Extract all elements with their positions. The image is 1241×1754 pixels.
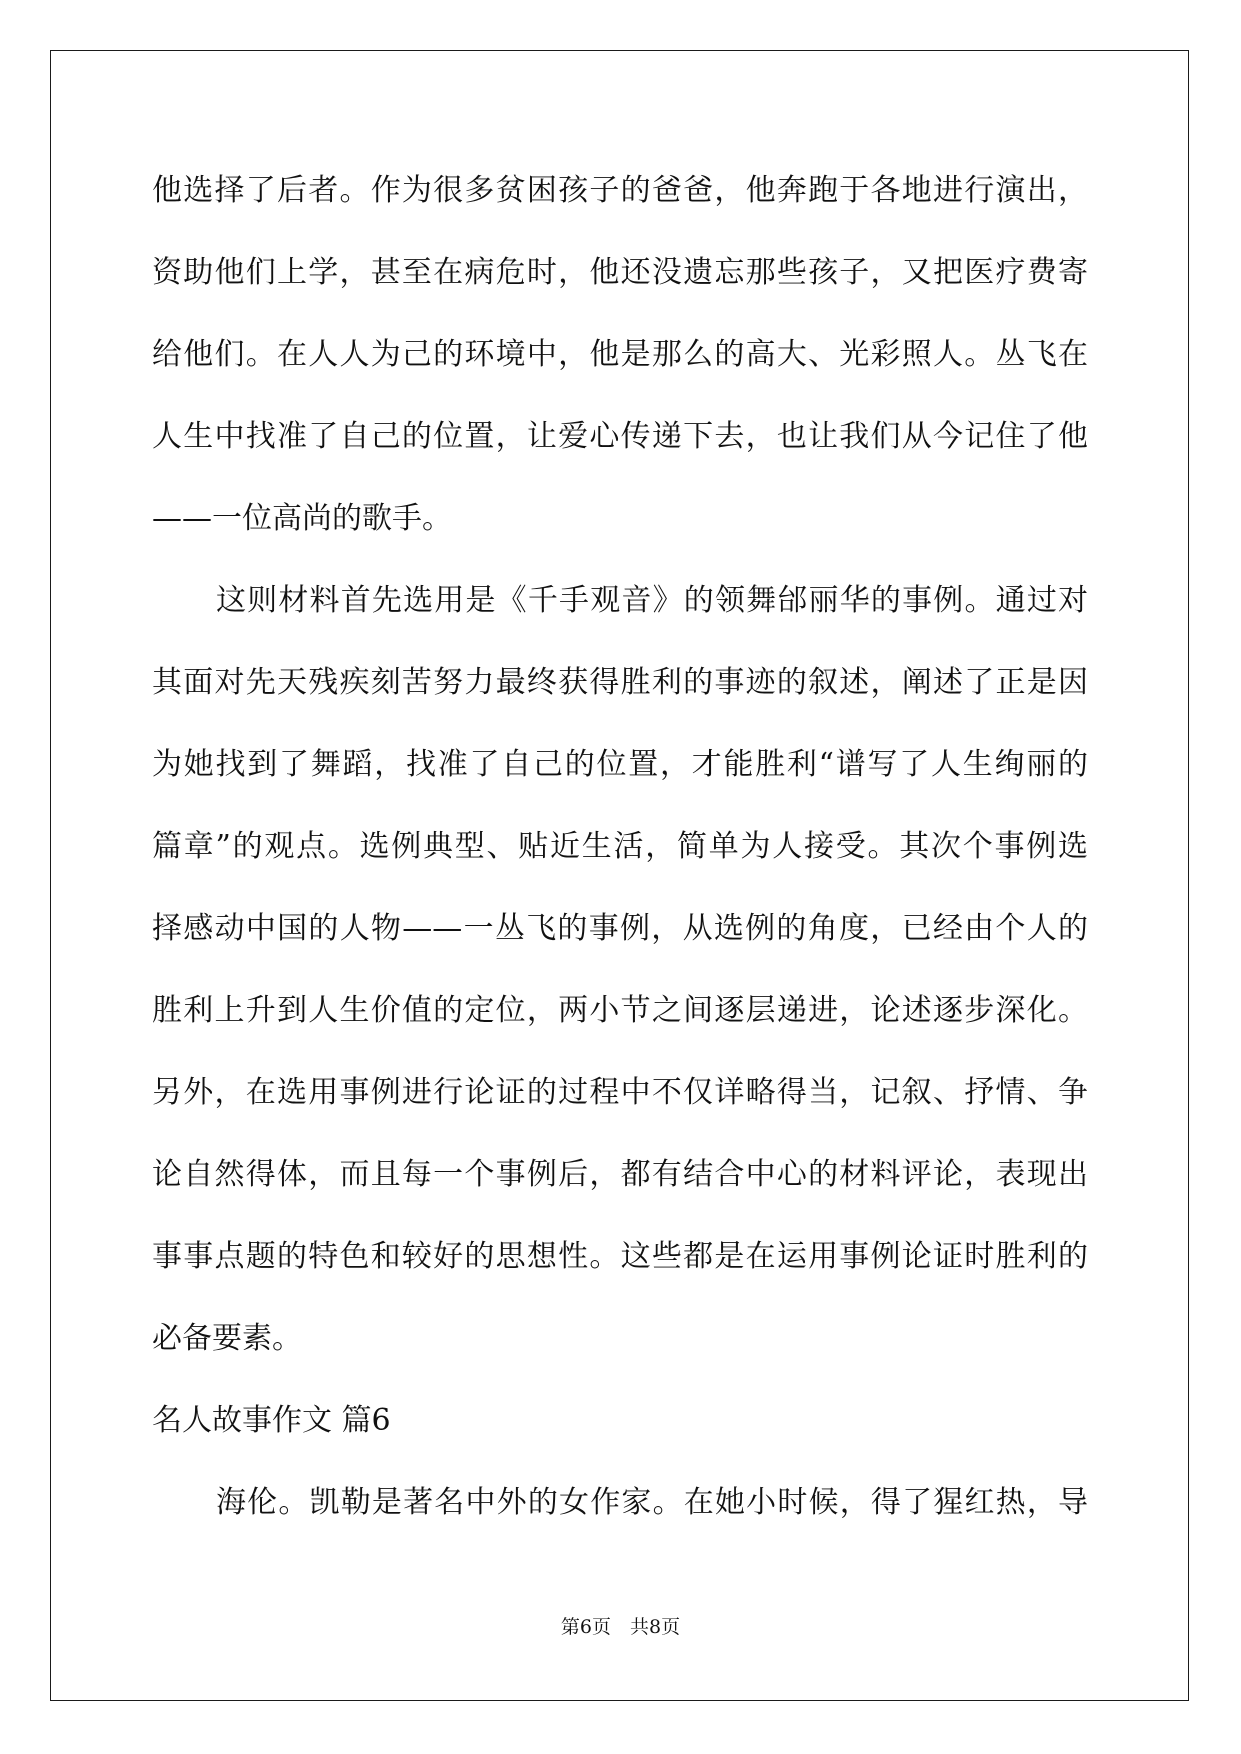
paragraph-1 — [152, 150, 1088, 560]
text-line: 资助他们上学，甚至在病危时，他还没遗忘那些孩子，又把医疗费寄 — [152, 255, 1088, 290]
text-line: 论自然得体，而且每一个事例后，都有结合中心的材料评论，表现出 — [152, 1157, 1088, 1192]
page-footer: 第6页 共8页 — [560, 1616, 681, 1638]
paragraph-2 — [152, 560, 1088, 1380]
text-line: 必备要素。 — [152, 1321, 302, 1356]
text-line: 篇章”的观点。选例典型、贴近生活，简单为人接受。其次个事例选 — [152, 829, 1088, 864]
text-line: 另外，在选用事例进行论证的过程中不仅详略得当，记叙、抒情、争 — [152, 1075, 1088, 1110]
text-line: 给他们。在人人为己的环境中，他是那么的高大、光彩照人。丛飞在 — [152, 337, 1088, 372]
text-line: 为她找到了舞蹈，找准了自己的位置，才能胜利“谱写了人生绚丽的 — [152, 747, 1088, 782]
text-line: 其面对先天残疾刻苦努力最终获得胜利的事迹的叙述，阐述了正是因 — [152, 665, 1088, 700]
section-heading: 名人故事作文 篇6 — [152, 1403, 391, 1438]
document-body — [152, 150, 1088, 1544]
text-line: 他选择了后者。作为很多贫困孩子的爸爸，他奔跑于各地进行演出， — [152, 173, 1088, 208]
text-line: 人生中找准了自己的位置，让爱心传递下去，也让我们从今记住了他 — [152, 419, 1088, 454]
text-line: 胜利上升到人生价值的定位，两小节之间逐层递进，论述逐步深化。 — [152, 993, 1088, 1028]
text-line: 这则材料首先选用是《千手观音》的领舞邰丽华的事例。通过对 — [216, 583, 1088, 618]
text-line: 事事点题的特色和较好的思想性。这些都是在运用事例论证时胜利的 — [152, 1239, 1088, 1274]
text-line: ——一位高尚的歌手。 — [152, 501, 452, 536]
text-line: 海伦。凯勒是著名中外的女作家。在她小时候，得了猩红热，导 — [216, 1485, 1088, 1520]
text-line: 择感动中国的人物——一丛飞的事例，从选例的角度，已经由个人的 — [152, 911, 1088, 946]
